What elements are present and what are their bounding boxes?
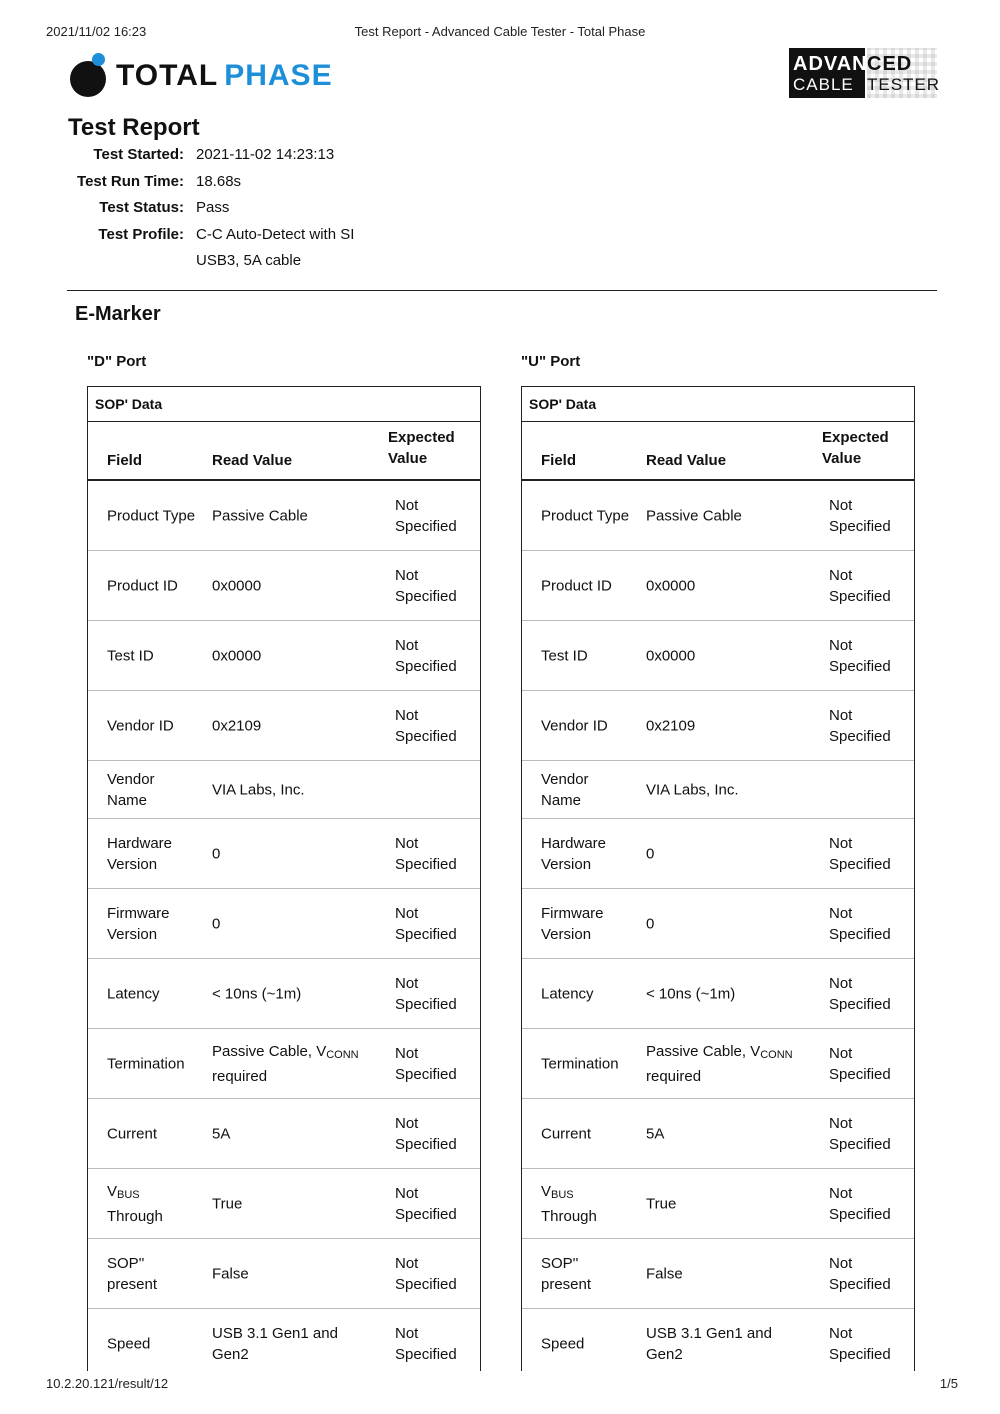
table-row — [522, 1099, 914, 1169]
table-row — [522, 959, 914, 1029]
print-date: 2021/11/02 16:23 — [46, 24, 147, 39]
cell-read-value: VIA Labs, Inc. — [646, 781, 739, 798]
logo-tester: TESTER — [867, 75, 941, 94]
cell-field: SOP'' present — [107, 1254, 158, 1293]
cell-read-value: False — [646, 1265, 683, 1282]
cell-field: Termination — [541, 1055, 619, 1072]
cell-expected-value: Not Specified — [829, 1044, 891, 1083]
cell-read-value: 0 — [212, 915, 221, 932]
header-field: Field — [541, 452, 577, 469]
cell-read-value: 5A — [646, 1125, 665, 1142]
table-row — [522, 761, 914, 819]
cell-read-value: USB 3.1 Gen1 and Gen2 — [212, 1324, 338, 1363]
table-row — [88, 1239, 480, 1309]
report-title: Test Report — [68, 114, 200, 141]
cell-read-value: 0x2109 — [646, 717, 696, 734]
summary-label: Test Started: — [93, 146, 184, 163]
cell-expected-value: Not Specified — [395, 1044, 457, 1083]
header-expected-value: Expected Value — [388, 429, 455, 467]
cell-read-value: Passive Cable, $V_{CONN}$ required — [212, 1042, 359, 1085]
cell-read-value: < 10ns (~1m) — [212, 985, 302, 1002]
cell-read-value: 0x0000 — [212, 577, 262, 594]
table-header — [88, 422, 480, 481]
cell-read-value: 0x2109 — [212, 717, 262, 734]
cell-read-value: Passive Cable — [646, 507, 742, 524]
cell-expected-value: Not Specified — [395, 496, 457, 535]
cell-field: Vendor ID — [107, 717, 174, 734]
cell-expected-value: Not Specified — [829, 636, 891, 675]
cell-expected-value: Not Specified — [395, 1254, 457, 1293]
table-row — [522, 481, 914, 551]
table-row — [88, 1029, 480, 1099]
cell-expected-value: Not Specified — [829, 706, 891, 745]
cell-field: Vendor Name — [107, 770, 155, 809]
logo-word-total: TOTAL — [116, 59, 219, 92]
total-phase-logo — [70, 52, 333, 100]
table-row — [522, 1169, 914, 1239]
cell-expected-value: Not Specified — [395, 1184, 457, 1223]
summary-label: Test Status: — [99, 199, 184, 216]
cell-expected-value: Not Specified — [829, 1324, 891, 1363]
cell-expected-value: Not Specified — [829, 974, 891, 1013]
header-read-value: Read Value — [212, 452, 293, 469]
cell-field: Test ID — [107, 647, 154, 664]
cell-expected-value: Not Specified — [395, 1324, 457, 1363]
cell-field: Hardware Version — [107, 834, 173, 873]
cell-expected-value: Not Specified — [829, 834, 891, 873]
summary-value: 18.68s — [196, 172, 242, 190]
table-caption: SOP' Data — [522, 387, 914, 422]
table-row — [88, 1169, 480, 1239]
header-field: Field — [107, 452, 143, 469]
table-caption: SOP' Data — [88, 387, 480, 422]
table-row — [522, 691, 914, 761]
cell-expected-value: Not Specified — [829, 496, 891, 535]
u-port-title: "U" Port — [521, 353, 581, 370]
cell-field: Vendor ID — [541, 717, 608, 734]
summary-value: USB3, 5A cable — [196, 252, 302, 269]
cell-expected-value: Not Specified — [395, 834, 457, 873]
cell-field: Firmware Version — [107, 904, 170, 943]
d-port-title: "D" Port — [87, 353, 147, 370]
summary-label: Test Run Time: — [77, 172, 184, 190]
cell-field: Product Type — [541, 507, 630, 524]
print-title: Test Report - Advanced Cable Tester - Total Phase — [354, 24, 646, 39]
table-row — [88, 819, 480, 889]
cell-field: $V_{BUS}$ Through — [541, 1182, 597, 1225]
cell-field: Current — [107, 1125, 158, 1142]
cell-read-value: 0 — [212, 845, 221, 862]
cell-read-value: True — [646, 1195, 677, 1212]
logo-word-phase: PHASE — [224, 59, 333, 92]
cell-expected-value: Not Specified — [395, 636, 457, 675]
cell-read-value: 0 — [646, 915, 655, 932]
cell-read-value: USB 3.1 Gen1 and Gen2 — [646, 1324, 772, 1363]
cell-expected-value: Not Specified — [395, 904, 457, 943]
cell-field: Product Type — [107, 507, 196, 524]
table-row — [88, 761, 480, 819]
cell-read-value: Passive Cable, $V_{CONN}$ required — [646, 1042, 793, 1085]
cell-field: Vendor Name — [541, 770, 589, 809]
cell-expected-value: Not Specified — [829, 904, 891, 943]
summary-value: C-C Auto-Detect with SI — [196, 225, 355, 243]
table-row — [88, 1309, 480, 1371]
cell-field: Firmware Version — [541, 904, 604, 943]
summary-label: Test Profile: — [98, 225, 184, 243]
cell-field: $V_{BUS}$ Through — [107, 1182, 163, 1225]
cell-expected-value: Not Specified — [829, 1254, 891, 1293]
cell-expected-value: Not Specified — [829, 566, 891, 605]
advanced-cable-tester-logo — [789, 48, 941, 98]
print-page-number: 1/5 — [939, 1376, 958, 1391]
section-divider — [67, 290, 937, 291]
cell-expected-value: Not Specified — [395, 706, 457, 745]
summary-value: 2021-11-02 14:23:13 — [196, 146, 335, 163]
table-row — [522, 621, 914, 691]
cell-field: Test ID — [541, 647, 588, 664]
cell-field: Speed — [107, 1335, 151, 1352]
table-row — [88, 1099, 480, 1169]
header-read-value: Read Value — [646, 452, 727, 469]
cell-read-value: 0x0000 — [212, 647, 262, 664]
table-row — [522, 551, 914, 621]
table-row — [88, 551, 480, 621]
cell-read-value: False — [212, 1265, 249, 1282]
cell-read-value: Passive Cable — [212, 507, 308, 524]
summary-value: Pass — [196, 199, 230, 216]
table-row — [522, 1309, 914, 1371]
cell-field: Current — [541, 1125, 592, 1142]
cell-read-value: 0x0000 — [646, 577, 696, 594]
table-row — [88, 959, 480, 1029]
cell-read-value: True — [212, 1195, 243, 1212]
cell-read-value: < 10ns (~1m) — [646, 985, 736, 1002]
cell-field: Product ID — [107, 577, 178, 594]
cell-expected-value: Not Specified — [395, 1114, 457, 1153]
cell-read-value: 5A — [212, 1125, 231, 1142]
logo-dot-icon — [70, 61, 106, 97]
logo-dark-box — [789, 48, 868, 98]
cell-field: Latency — [541, 985, 594, 1002]
cell-read-value: 0x0000 — [646, 647, 696, 664]
table-row — [522, 889, 914, 959]
table-row — [522, 1239, 914, 1309]
table-header — [522, 422, 914, 481]
cell-read-value: 0 — [646, 845, 655, 862]
cell-read-value: VIA Labs, Inc. — [212, 781, 305, 798]
table-row — [88, 691, 480, 761]
header-expected-value: Expected Value — [822, 429, 889, 467]
cell-expected-value: Not Specified — [829, 1184, 891, 1223]
cell-expected-value: Not Specified — [395, 974, 457, 1013]
cell-expected-value: Not Specified — [829, 1114, 891, 1153]
emarker-heading: E-Marker — [75, 303, 161, 325]
cell-field: Product ID — [541, 577, 612, 594]
u-port-sop-table — [521, 386, 915, 1371]
table-row — [522, 1029, 914, 1099]
cell-field: SOP'' present — [541, 1254, 592, 1293]
table-row — [88, 889, 480, 959]
cell-field: Hardware Version — [541, 834, 607, 873]
cell-field: Speed — [541, 1335, 585, 1352]
table-row — [88, 621, 480, 691]
table-row — [522, 819, 914, 889]
cell-field: Latency — [107, 985, 160, 1002]
cell-field: Termination — [107, 1055, 185, 1072]
d-port-sop-table — [87, 386, 481, 1371]
logo-ced: CED — [867, 53, 913, 75]
logo-cable: CABLE — [793, 75, 854, 94]
logo-small-dot-icon — [92, 53, 105, 66]
cell-expected-value: Not Specified — [395, 566, 457, 605]
logo-advan: ADVAN — [793, 53, 868, 75]
print-url: 10.2.20.121/result/12 — [46, 1376, 169, 1391]
table-row — [88, 481, 480, 551]
